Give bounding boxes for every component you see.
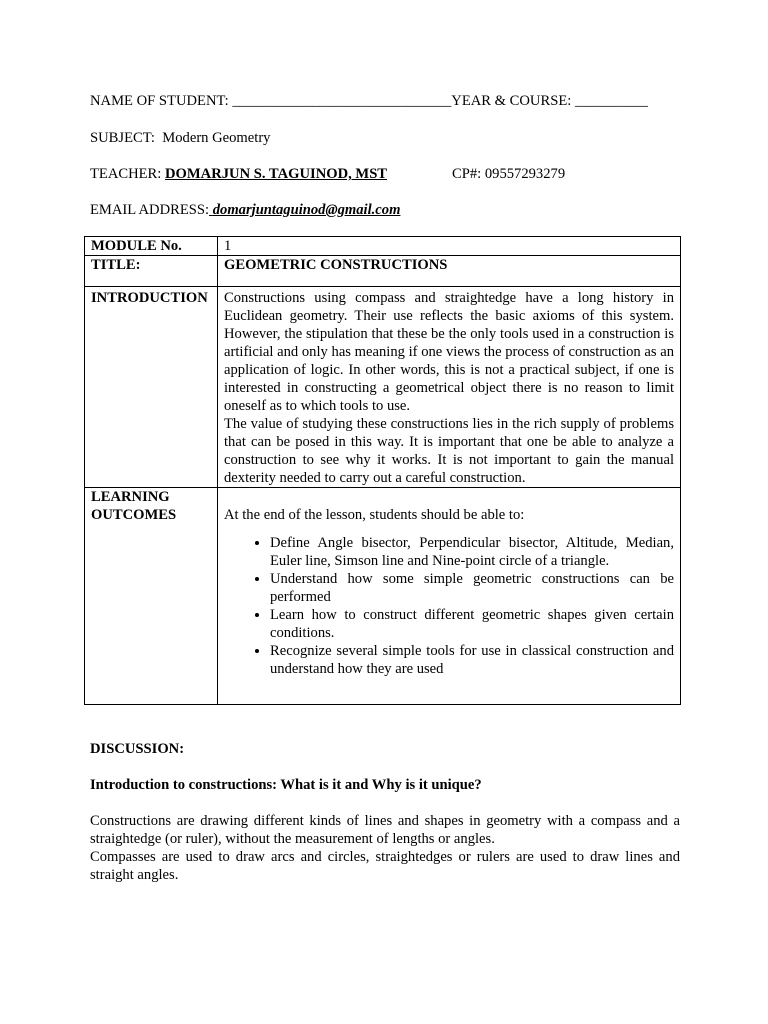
- introduction-paragraph-1: Constructions using compass and straightedge have a long history in Euclidean geometry. Their use reflects the basic axioms of this system. However, the stipulation that these be the only tools used in a construction is artificial and only has meaning if one views the process of construction as an application of logic. In other words, this is not a practical subject, if one is interested in constructing a geometrical object there is no reason to limit oneself as to which tools to use.: [224, 290, 674, 414]
- introduction-label: INTRODUCTION: [85, 287, 218, 488]
- learning-outcomes-row: [85, 488, 681, 705]
- discussion-paragraph-2: Compasses are used to draw arcs and circles, straightedges or rulers are used to draw lines and straight angles.: [90, 849, 680, 883]
- discussion-subheading: Introduction to constructions: What is it and Why is it unique?: [90, 777, 482, 793]
- teacher-name: DOMARJUN S. TAGUINOD, MST: [165, 166, 388, 182]
- introduction-paragraph-2: The value of studying these constructions lies in the rich supply of problems that can be posed in this way. It is important that one be able to analyze a construction to see why it works. It is not important to gain the manual dexterity needed to carry out a careful construction.: [224, 416, 674, 486]
- outcomes-list: [224, 534, 674, 678]
- learning-outcomes-label: LEARNING OUTCOMES: [85, 488, 218, 705]
- teacher-label: TEACHER:: [90, 166, 162, 182]
- outcomes-intro: At the end of the lesson, students should be able to:: [224, 507, 525, 523]
- discussion-heading: DISCUSSION:: [90, 741, 185, 757]
- name-of-student-label: NAME OF STUDENT: ______________________________: [90, 93, 452, 109]
- introduction-row: [85, 287, 681, 488]
- email-label: EMAIL ADDRESS:: [90, 202, 210, 218]
- teacher-line: [90, 165, 387, 183]
- subject-label: SUBJECT:: [90, 130, 155, 146]
- module-value: 1: [218, 237, 681, 256]
- module-table: [84, 236, 681, 705]
- email-line: [90, 201, 400, 219]
- learning-outcomes-content: [218, 488, 681, 705]
- title-row: [85, 256, 681, 287]
- year-course-label: YEAR & COURSE: __________: [451, 93, 648, 109]
- list-item: • Understand how some simple geometric constructions can be performed: [270, 570, 674, 606]
- list-item: • Learn how to construct different geometric shapes given certain conditions.: [270, 606, 674, 642]
- title-value: GEOMETRIC CONSTRUCTIONS: [218, 256, 681, 287]
- discussion-paragraph-1: Constructions are drawing different kinds of lines and shapes in geometry with a compass and a straightedge (or ruler), without the measurement of lengths or angles.: [90, 813, 680, 847]
- cp-number: CP#: 09557293279: [452, 166, 566, 182]
- subject-line: [90, 129, 270, 147]
- name-of-student-line: [90, 92, 648, 110]
- discussion-body: [90, 812, 680, 884]
- introduction-text: [218, 287, 681, 488]
- list-item: • Recognize several simple tools for use in classical construction and understand how they are used: [270, 642, 674, 678]
- title-label: TITLE:: [85, 256, 218, 287]
- subject-value: Modern Geometry: [162, 130, 271, 146]
- module-row: [85, 237, 681, 256]
- module-label: MODULE No.: [85, 237, 218, 256]
- list-item: • Define Angle bisector, Perpendicular bisector, Altitude, Median, Euler line, Simson line and Nine-point circle of a triangle.: [270, 534, 674, 570]
- email-value: domarjuntaguinod@gmail.com: [212, 202, 401, 218]
